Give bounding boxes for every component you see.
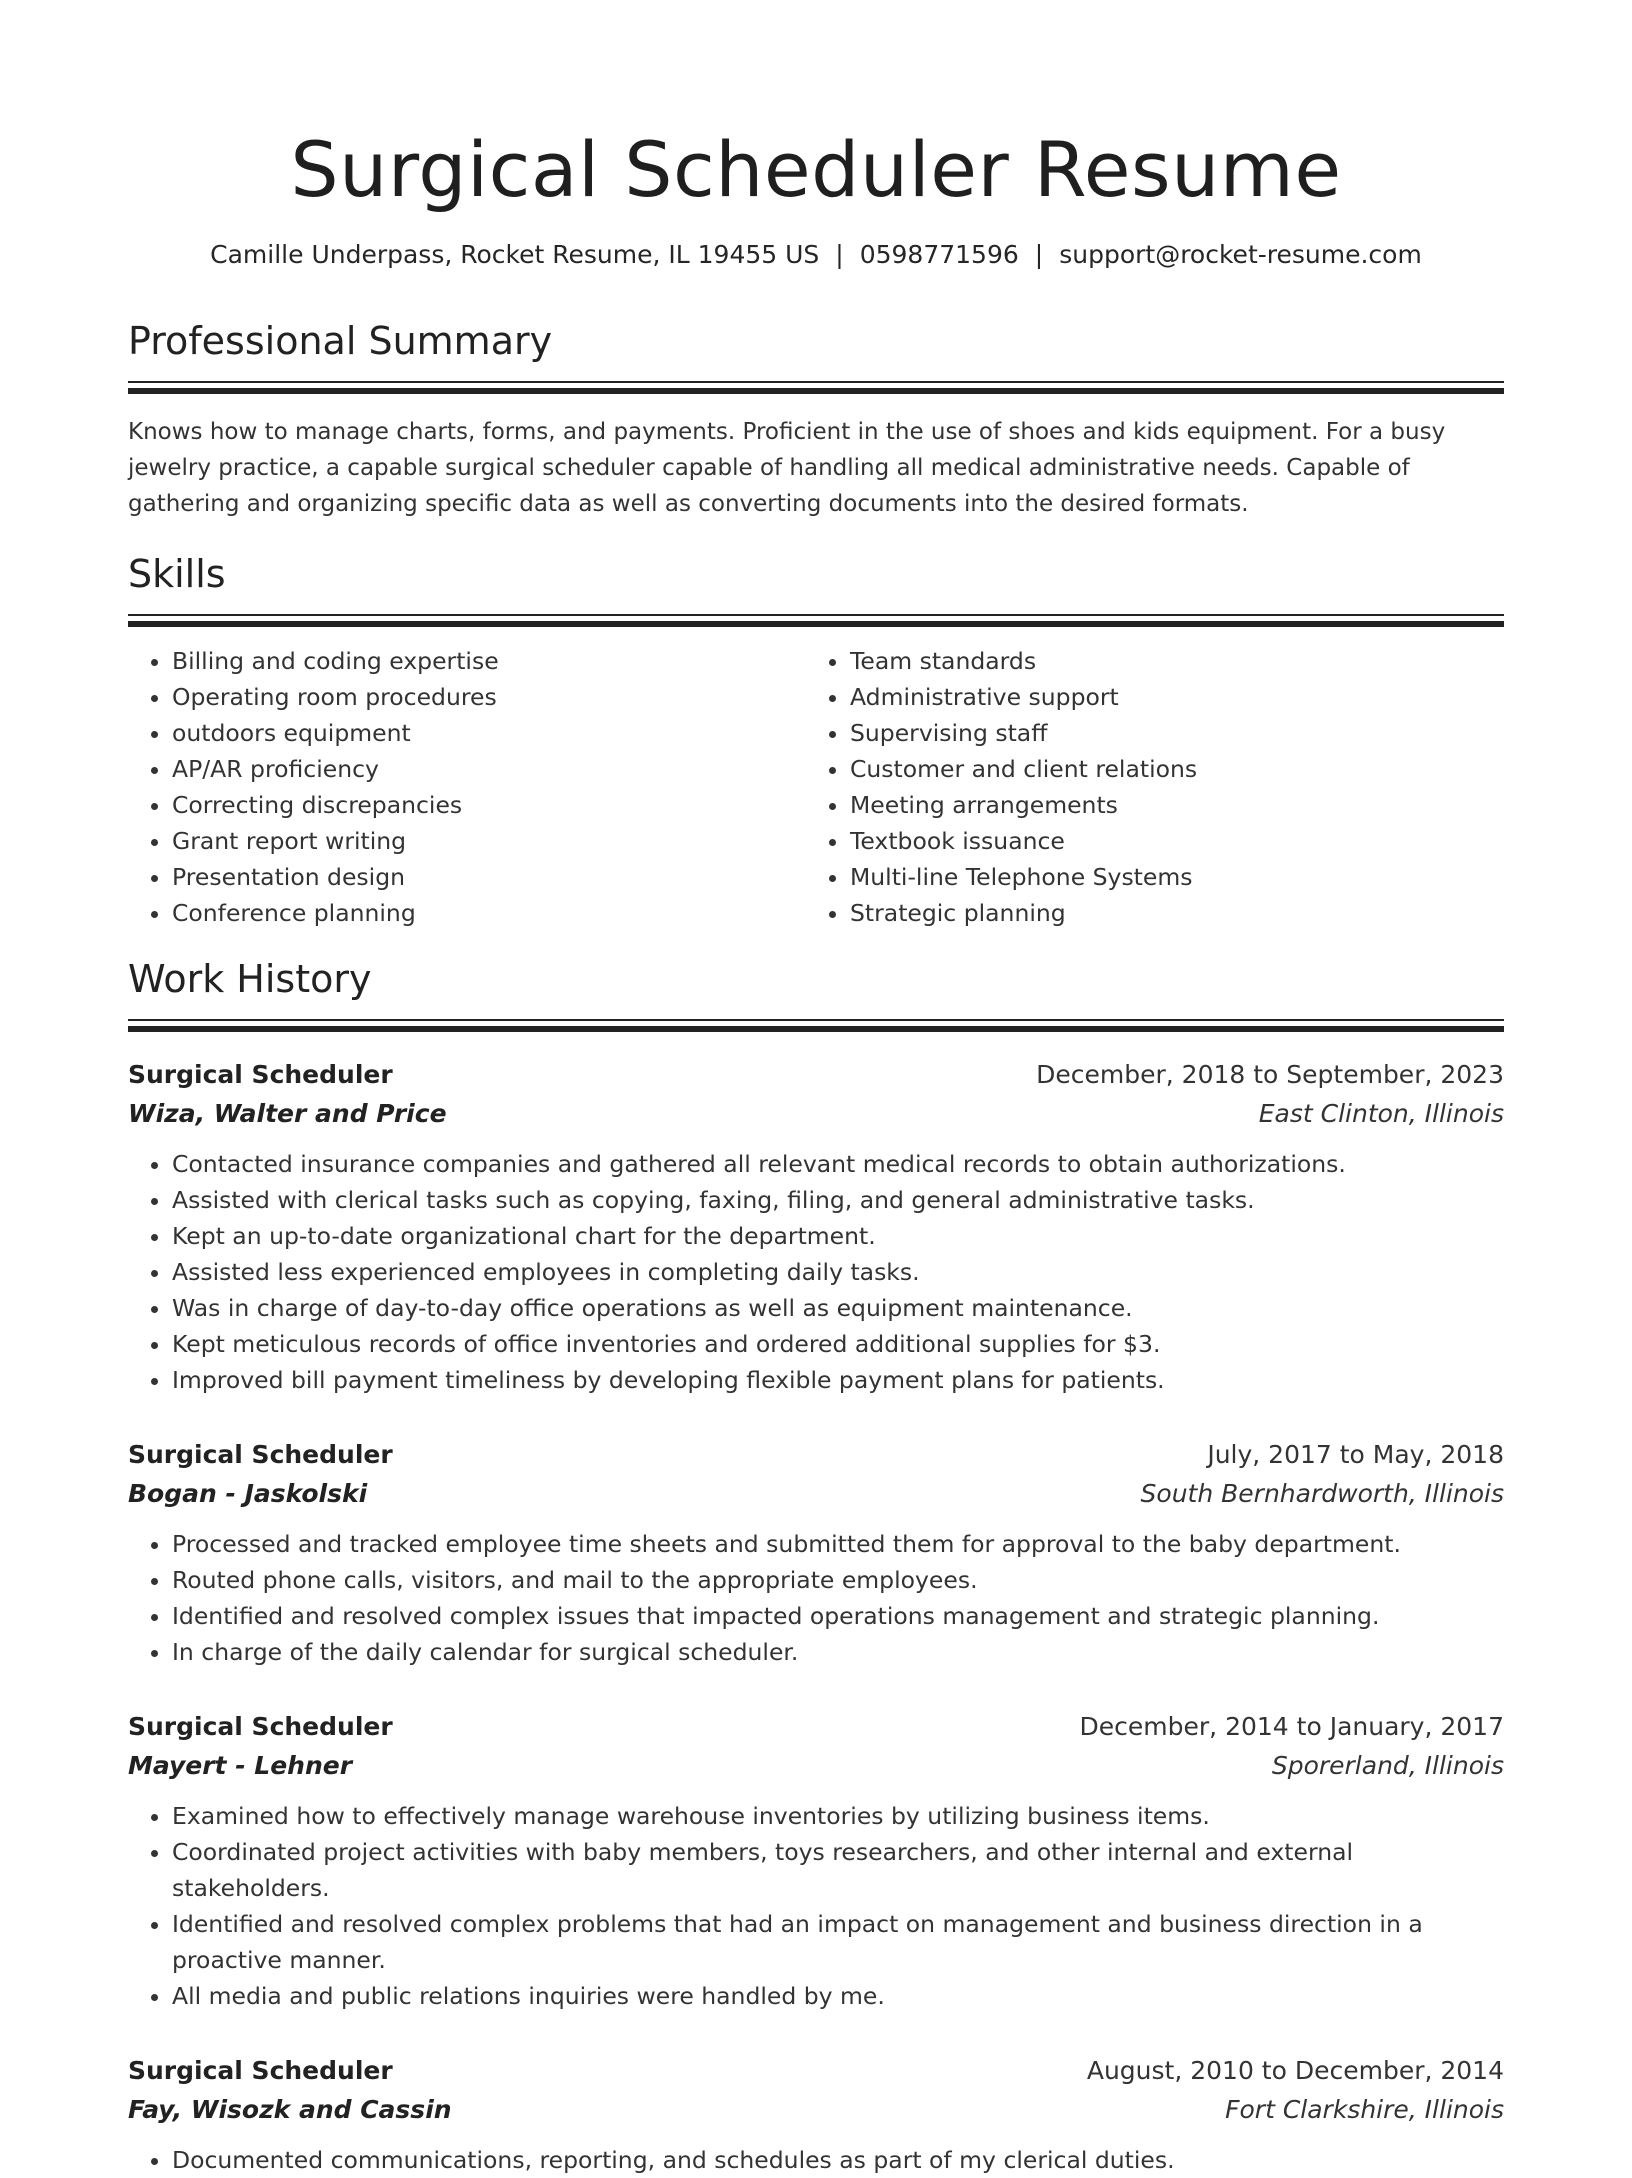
job-bullet: • Processed and tracked employee time sheets and submitted them for approval to the baby department.	[172, 1526, 1504, 1562]
job-location: South Bernhardworth, Illinois	[1140, 1479, 1504, 1508]
job-bullet: • In charge of the daily calendar for surgical scheduler.	[172, 1634, 1504, 1670]
skill-item: • Team standards	[850, 643, 1484, 679]
section-divider-thick	[128, 621, 1504, 627]
job-bullet: • Documented communications, reporting, and schedules as part of my clerical duties.	[172, 2142, 1504, 2178]
skills-section	[128, 550, 1504, 931]
job-company: Bogan - Jaskolski	[128, 1479, 368, 1508]
skill-item: • Strategic planning	[850, 895, 1484, 931]
skill-item: • Meeting arrangements	[850, 787, 1484, 823]
job-bullet: • Identified and resolved complex issues that impacted operations management and strategic planning.	[172, 1598, 1504, 1634]
job-location: Sporerland, Illinois	[1271, 1751, 1504, 1780]
job-header-row	[128, 2052, 1504, 2090]
job-bullet-list	[128, 2142, 1504, 2178]
job-header-row	[128, 1056, 1504, 1094]
section-divider-thick	[128, 1026, 1504, 1032]
resume-content	[128, 0, 1504, 2178]
resume-title: Surgical Scheduler Resume	[290, 125, 1342, 214]
contact-email: support@rocket-resume.com	[1059, 240, 1422, 269]
job-company: Mayert - Lehner	[128, 1751, 353, 1780]
job-bullet-list	[128, 1526, 1504, 1670]
contact-address: Camille Underpass, Rocket Resume, IL 19455 US	[210, 240, 820, 269]
contact-phone: 0598771596	[859, 240, 1019, 269]
job-dates: July, 2017 to May, 2018	[1207, 1440, 1504, 1469]
job-bullet: • Kept meticulous records of office inventories and ordered additional supplies for $3.	[172, 1326, 1504, 1362]
job-company-row	[128, 1094, 1504, 1134]
skill-item: • outdoors equipment	[172, 715, 806, 751]
job-title: Surgical Scheduler	[128, 2056, 393, 2085]
job-bullet: • Contacted insurance companies and gathered all relevant medical records to obtain authorizations.	[172, 1146, 1504, 1182]
job-company: Fay, Wisozk and Cassin	[128, 2095, 452, 2124]
job-bullet-list	[128, 1798, 1504, 2014]
job-bullet: • Identified and resolved complex problems that had an impact on management and business direction in a proactive manner.	[172, 1906, 1504, 1978]
skill-item: • Customer and client relations	[850, 751, 1484, 787]
job-bullet-list	[128, 1146, 1504, 1398]
skill-item: • Presentation design	[172, 859, 806, 895]
section-divider	[128, 1019, 1504, 1021]
work-history-section	[128, 955, 1504, 2178]
skills-column-right	[806, 643, 1484, 931]
section-divider	[128, 381, 1504, 383]
skills-grid	[128, 643, 1504, 931]
job-bullet: • Improved bill payment timeliness by developing flexible payment plans for patients.	[172, 1362, 1504, 1398]
job-bullet: • Assisted with clerical tasks such as copying, faxing, filing, and general administrative tasks.	[172, 1182, 1504, 1218]
job-dates: December, 2014 to January, 2017	[1079, 1712, 1504, 1741]
skill-item: • AP/AR proficiency	[172, 751, 806, 787]
job-entry	[128, 1056, 1504, 1398]
job-bullet: • Assisted less experienced employees in completing daily tasks.	[172, 1254, 1504, 1290]
job-dates: December, 2018 to September, 2023	[1036, 1060, 1504, 1089]
job-bullet: • Coordinated project activities with baby members, toys researchers, and other internal and external stakeholders.	[172, 1834, 1504, 1906]
skill-item: • Multi-line Telephone Systems	[850, 859, 1484, 895]
job-company-row	[128, 1474, 1504, 1514]
job-entry	[128, 2052, 1504, 2178]
skills-heading: Skills	[128, 552, 226, 596]
job-bullet: • Was in charge of day-to-day office operations as well as equipment maintenance.	[172, 1290, 1504, 1326]
section-divider	[128, 614, 1504, 616]
job-bullet: • All media and public relations inquiries were handled by me.	[172, 1978, 1504, 2014]
job-company-row	[128, 2090, 1504, 2130]
contact-separator: |	[1034, 240, 1044, 269]
job-entry	[128, 1436, 1504, 1670]
work-history-heading: Work History	[128, 957, 372, 1001]
job-bullet: • Kept an up-to-date organizational chart for the department.	[172, 1218, 1504, 1254]
contact-line	[128, 238, 1504, 272]
skills-column-left	[128, 643, 806, 931]
summary-section	[128, 317, 1504, 522]
job-header-row	[128, 1708, 1504, 1746]
job-company: Wiza, Walter and Price	[128, 1099, 447, 1128]
job-bullet: • Routed phone calls, visitors, and mail to the appropriate employees.	[172, 1562, 1504, 1598]
job-location: Fort Clarkshire, Illinois	[1225, 2095, 1504, 2124]
job-bullet: • Examined how to effectively manage warehouse inventories by utilizing business items.	[172, 1798, 1504, 1834]
skill-item: • Supervising staff	[850, 715, 1484, 751]
section-divider-thick	[128, 388, 1504, 394]
skill-item: • Administrative support	[850, 679, 1484, 715]
skill-item: • Billing and coding expertise	[172, 643, 806, 679]
skill-item: • Grant report writing	[172, 823, 806, 859]
skill-item: • Operating room procedures	[172, 679, 806, 715]
job-dates: August, 2010 to December, 2014	[1086, 2056, 1504, 2085]
contact-separator: |	[835, 240, 844, 269]
skill-item: • Correcting discrepancies	[172, 787, 806, 823]
summary-text: Knows how to manage charts, forms, and payments. Proficient in the use of shoes and kids equipment. For a busy jewelry practice, a capable surgical scheduler capable of handling all medical administrative needs. Capable of gathering and organizing specific data as well as converting documents into the desired formats.	[128, 419, 1446, 517]
job-header-row	[128, 1436, 1504, 1474]
summary-heading: Professional Summary	[128, 319, 553, 363]
skill-item: • Textbook issuance	[850, 823, 1484, 859]
job-title: Surgical Scheduler	[128, 1060, 393, 1089]
job-title: Surgical Scheduler	[128, 1712, 393, 1741]
job-location: East Clinton, Illinois	[1258, 1099, 1504, 1128]
job-title: Surgical Scheduler	[128, 1440, 393, 1469]
skill-item: • Conference planning	[172, 895, 806, 931]
job-entry	[128, 1708, 1504, 2014]
job-company-row	[128, 1746, 1504, 1786]
